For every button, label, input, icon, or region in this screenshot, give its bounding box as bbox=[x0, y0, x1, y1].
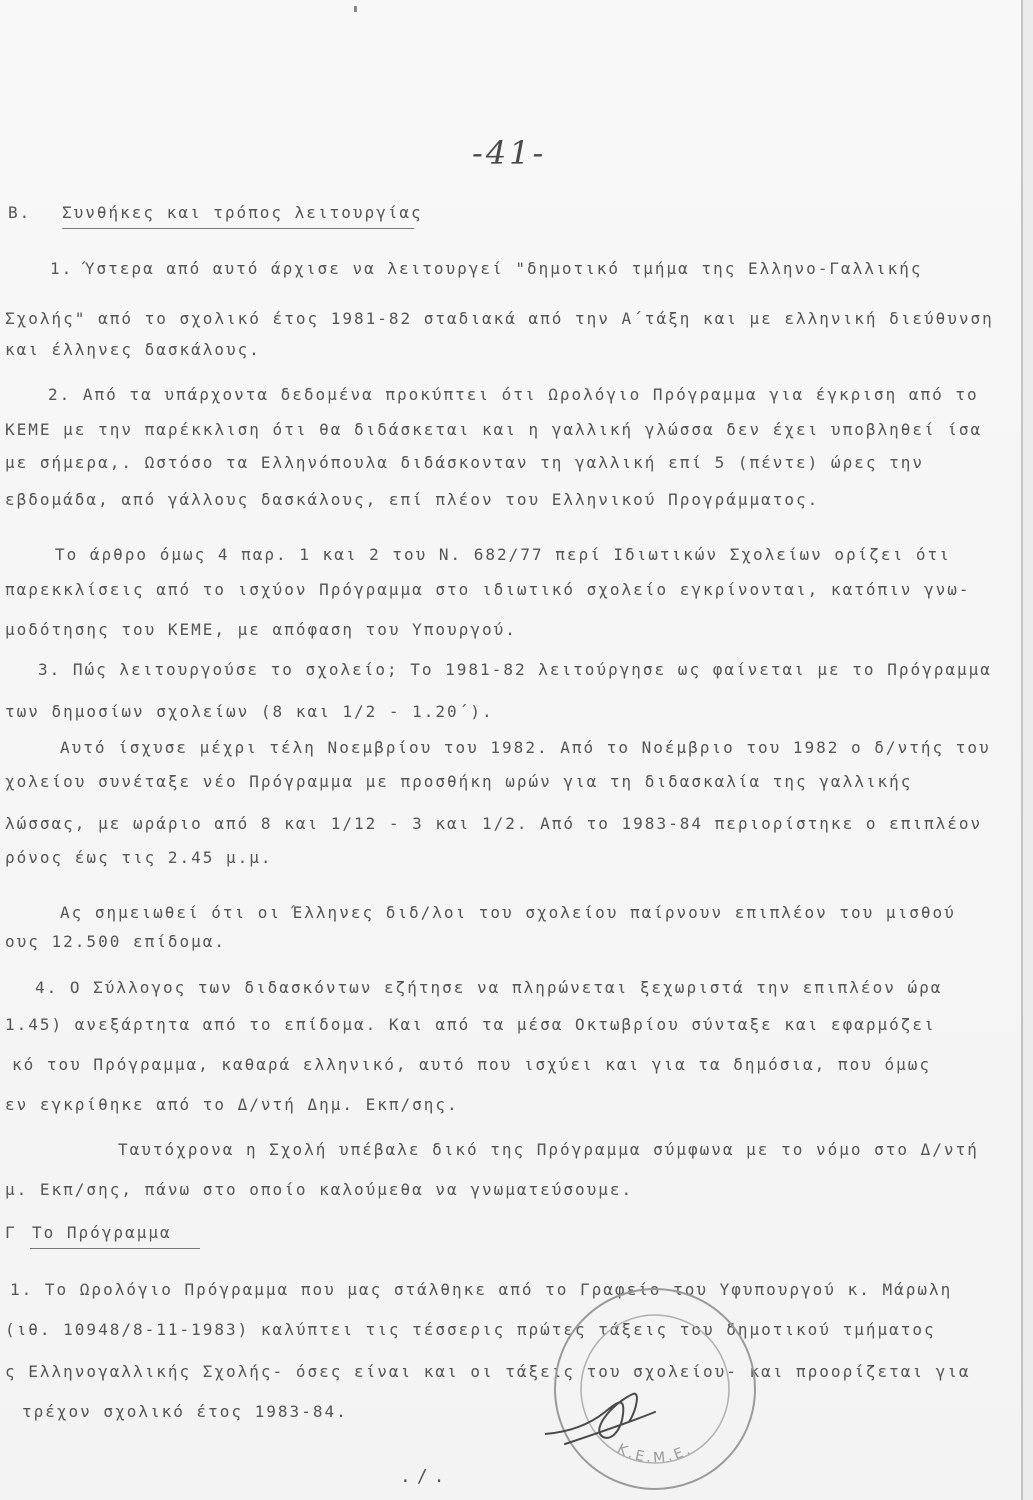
page-number: -41- bbox=[472, 134, 547, 172]
text-line: μ. Εκπ/σης, πάνω στο οποίο καλούμεθα να γνωματεύσουμε. bbox=[5, 1180, 634, 1199]
text-line: 1. Ύστερα από αυτό άρχισε να λειτουργεί "δημοτικό τμήμα της Ελληνο-Γαλλικής bbox=[50, 259, 923, 278]
signature-scribble bbox=[545, 1394, 655, 1444]
text-line: (ιθ. 10948/8-11-1983) καλύπτει τις τέσσερις πρώτες τάξεις του δημοτικού τμήματος bbox=[5, 1320, 936, 1339]
text-line: ους 12.500 επίδομα. bbox=[5, 932, 227, 951]
scan-edge-line bbox=[1021, 0, 1023, 1500]
text-line: ς Ελληνογαλλικής Σχολής- όσες είναι και οι τάξεις του σχολείου- και προορίζεται για bbox=[5, 1362, 971, 1381]
text-line: και έλληνες δασκάλους. bbox=[5, 340, 261, 359]
text-line: Ας σημειωθεί ότι οι Έλληνες διδ/λοι του σχολείου παίρνουν επιπλέον του μισθού bbox=[60, 903, 956, 922]
official-seal bbox=[545, 1284, 765, 1494]
text-line: 3. Πώς λειτουργούσε το σχολείο; Το 1981-82 λειτούργησε ως φαίνεται με το Πρόγραμμα bbox=[38, 660, 992, 679]
section-b-label: Β. bbox=[8, 203, 32, 222]
text-line: εν εγκρίθηκε από το Δ/ντή Δημ. Εκπ/σης. bbox=[5, 1095, 459, 1114]
continuation-mark: ./. bbox=[400, 1466, 451, 1487]
scan-edge-shade bbox=[1023, 0, 1033, 1500]
text-line: κό του Πρόγραμμα, καθαρά ελληνικό, αυτό που ισχύει και για τα δημόσια, που όμως bbox=[12, 1055, 931, 1074]
section-c-title: Το Πρόγραμμα bbox=[32, 1223, 172, 1242]
text-line: 1. Το Ωρολόγιο Πρόγραμμα που μας στάλθηκε από το Γραφείο του Υφυπουργού κ. Μάρωλη bbox=[10, 1280, 953, 1299]
text-line: λώσσας, με ωράριο από 8 και 1/12 - 3 και 1/2. Από το 1983-84 περιορίστηκε ο επιπλέον bbox=[5, 814, 983, 833]
text-line: με σήμερα,. Ωστόσο τα Ελληνόπουλα διδάσκονταν τη γαλλική επί 5 (πέντε) ώρες την bbox=[5, 453, 924, 472]
text-line: Ταυτόχρονα η Σχολή υπέβαλε δικό της Πρόγραμμα σύμφωνα με το νόμο στο Δ/ντή bbox=[118, 1140, 979, 1159]
seal-text: Κ.Ε.Μ.Ε. bbox=[614, 1440, 696, 1467]
text-line: εβδομάδα, από γάλλους δασκάλους, επί πλέον του Ελληνικού Προγράμματος. bbox=[5, 490, 820, 509]
text-line: Το άρθρο όμως 4 παρ. 1 και 2 του Ν. 682/77 περί Ιδιωτικών Σχολείων ορίζει ότι bbox=[55, 545, 951, 564]
text-line: ΚΕΜΕ με την παρέκκλιση ότι θα διδάσκεται και η γαλλική γλώσσα δεν έχει υποβληθεί ίσα bbox=[5, 420, 983, 439]
text-line: ρόνος έως τις 2.45 μ.μ. bbox=[5, 848, 273, 867]
section-b-title: Συνθήκες και τρόπος λειτουργίας bbox=[62, 203, 423, 222]
text-line: τρέχον σχολικό έτος 1983-84. bbox=[22, 1402, 348, 1421]
text-line: παρεκκλίσεις από το ισχύον Πρόγραμμα στο ιδιωτικό σχολείο εγκρίνονται, κατόπιν γνω- bbox=[5, 580, 971, 599]
text-line: 4. Ο Σύλλογος των διδασκόντων εζήτησε να πληρώνεται ξεχωριστά την επιπλέον ώρα bbox=[35, 978, 943, 997]
text-line: 1.45) ανεξάρτητα από το επίδομα. Και από τα μέσα Οκτωβρίου σύνταξε και εφαρμόζει bbox=[5, 1015, 936, 1034]
seal-inner-ring bbox=[581, 1315, 729, 1463]
text-line: χολείου συνέταξε νέο Πρόγραμμα με προσθήκη ωρών για τη διδασκαλία της γαλλικής bbox=[5, 772, 913, 791]
scan-mark bbox=[354, 6, 357, 12]
section-c-label: Γ bbox=[5, 1223, 17, 1242]
section-b-underline bbox=[62, 228, 414, 229]
section-c-underline bbox=[30, 1248, 200, 1249]
text-line: των δημοσίων σχολείων (8 και 1/2 - 1.20΄). bbox=[5, 702, 494, 721]
text-line: μοδότησης του ΚΕΜΕ, με απόφαση του Υπουργού. bbox=[5, 620, 517, 639]
text-line: 2. Από τα υπάρχοντα δεδομένα προκύπτει ότι Ωρολόγιο Πρόγραμμα για έγκριση από το bbox=[48, 385, 979, 404]
text-line: Σχολής" από το σχολικό έτος 1981-82 σταδιακά από την Α΄τάξη και με ελληνική διεύθυνση bbox=[5, 309, 994, 328]
text-line: Αυτό ίσχυσε μέχρι τέλη Νοεμβρίου του 1982. Από το Νοέμβριο του 1982 ο δ/ντής του bbox=[60, 738, 991, 757]
